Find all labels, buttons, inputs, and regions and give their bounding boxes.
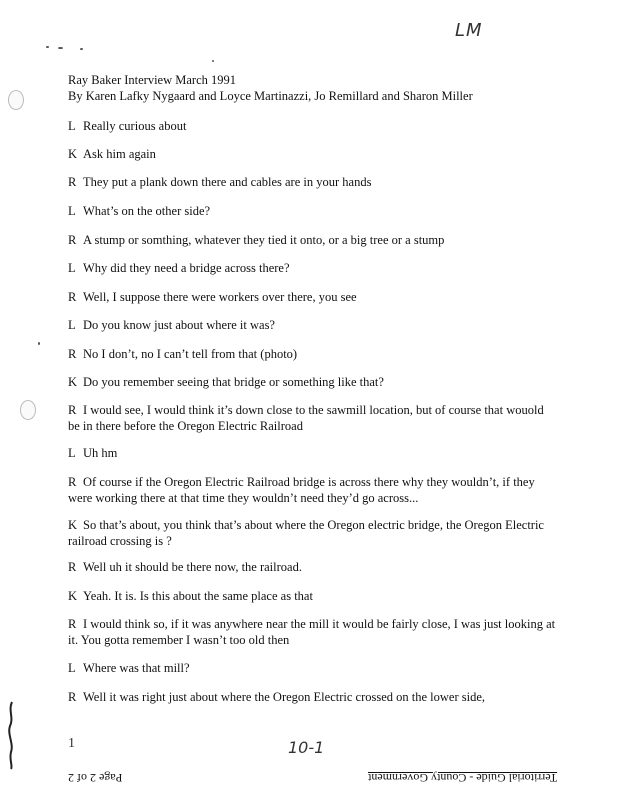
speaker-initial: L bbox=[68, 204, 76, 218]
transcript-line bbox=[68, 317, 558, 333]
transcript-line bbox=[68, 689, 558, 705]
transcript-line bbox=[68, 588, 558, 604]
speaker-initial: R bbox=[68, 233, 77, 247]
transcript-line bbox=[68, 559, 558, 575]
line-text: Do you remember seeing that bridge or something like that? bbox=[83, 375, 384, 389]
speaker-initial: R bbox=[68, 403, 77, 417]
line-text: I would see, I would think it’s down close to the sawmill location, but of course that wouold bbox=[83, 403, 544, 417]
scan-speck bbox=[80, 48, 83, 50]
transcript-line bbox=[68, 517, 558, 549]
line-continuation: it. You gotta remember I wasn’t too old then bbox=[68, 633, 290, 647]
speaker-initial: R bbox=[68, 617, 77, 631]
speaker-initial: L bbox=[68, 318, 76, 332]
speaker-initial: L bbox=[68, 119, 76, 133]
speaker-initial: R bbox=[68, 175, 77, 189]
transcript-line bbox=[68, 289, 558, 305]
speaker-initial: R bbox=[68, 290, 77, 304]
interview-byline: By Karen Lafky Nygaard and Loyce Martinazzi, Jo Remillard and Sharon Miller bbox=[68, 89, 473, 103]
line-text: So that’s about, you think that’s about where the Oregon electric bridge, the Oregon Electric bbox=[83, 518, 544, 532]
transcript-line bbox=[68, 660, 558, 676]
page-number: 1 bbox=[68, 736, 75, 751]
transcript-line bbox=[68, 232, 558, 248]
speaker-initial: L bbox=[68, 661, 76, 675]
transcript-line bbox=[68, 203, 558, 219]
punch-hole-middle bbox=[20, 400, 36, 420]
line-text: Ask him again bbox=[83, 147, 156, 161]
speaker-initial: R bbox=[68, 475, 77, 489]
upside-down-footer-title: Territorial Guide - County Government bbox=[368, 771, 558, 785]
interview-title: Ray Baker Interview March 1991 bbox=[68, 73, 236, 87]
speaker-initial: K bbox=[68, 147, 78, 161]
scan-speck bbox=[46, 46, 49, 48]
speaker-initial: K bbox=[68, 518, 78, 532]
speaker-initial: R bbox=[68, 690, 77, 704]
speaker-initial: L bbox=[68, 261, 76, 275]
upside-down-page-label: Page 2 of 2 bbox=[68, 771, 123, 785]
line-text: Well it was right just about where the Oregon Electric crossed on the lower side, bbox=[83, 690, 486, 704]
speaker-initial: L bbox=[68, 446, 76, 460]
line-text: They put a plank down there and cables are in your hands bbox=[83, 175, 372, 189]
line-text: Well uh it should be there now, the railroad. bbox=[83, 560, 302, 574]
line-text: Uh hm bbox=[83, 446, 118, 460]
speaker-initial: K bbox=[68, 375, 78, 389]
line-continuation: were working there at that time they wouldn’t need they’d go across... bbox=[68, 491, 419, 505]
transcript-line bbox=[68, 616, 558, 648]
line-text: What’s on the other side? bbox=[83, 204, 211, 218]
speaker-initial: R bbox=[68, 347, 77, 361]
transcript-line bbox=[68, 118, 558, 134]
line-text: Of course if the Oregon Electric Railroad bridge is across there why they wouldn’t, if they bbox=[83, 475, 535, 489]
scan-speck bbox=[38, 342, 40, 345]
line-text: Really curious about bbox=[83, 119, 187, 133]
transcript-line bbox=[68, 445, 558, 461]
line-text: A stump or somthing, whatever they tied it onto, or a big tree or a stump bbox=[83, 233, 445, 247]
line-text: Where was that mill? bbox=[83, 661, 190, 675]
punch-hole-top bbox=[8, 90, 24, 110]
transcript-line bbox=[68, 402, 558, 434]
transcript-line bbox=[68, 146, 558, 162]
handwritten-initials: LM bbox=[455, 20, 483, 41]
transcript-line bbox=[68, 474, 558, 506]
handwritten-page-note: 10-1 bbox=[288, 738, 325, 757]
speaker-initial: K bbox=[68, 589, 78, 603]
transcript-line bbox=[68, 174, 558, 190]
line-continuation: railroad crossing is ? bbox=[68, 534, 172, 548]
line-text: I would think so, if it was anywhere near the mill it would be fairly close, I was just looking at bbox=[83, 617, 556, 631]
line-continuation: be in there before the Oregon Electric Railroad bbox=[68, 419, 303, 433]
transcript-line bbox=[68, 374, 558, 390]
scan-speck bbox=[212, 60, 214, 62]
transcript-line bbox=[68, 346, 558, 362]
speaker-initial: R bbox=[68, 560, 77, 574]
line-text: Why did they need a bridge across there? bbox=[83, 261, 290, 275]
line-text: Yeah. It is. Is this about the same place as that bbox=[83, 589, 313, 603]
binding-mark bbox=[6, 700, 16, 770]
transcript-line bbox=[68, 260, 558, 276]
line-text: Do you know just about where it was? bbox=[83, 318, 275, 332]
line-text: Well, I suppose there were workers over there, you see bbox=[83, 290, 357, 304]
scan-speck bbox=[58, 47, 63, 49]
document-header bbox=[68, 72, 473, 104]
line-text: No I don’t, no I can’t tell from that (photo) bbox=[83, 347, 298, 361]
